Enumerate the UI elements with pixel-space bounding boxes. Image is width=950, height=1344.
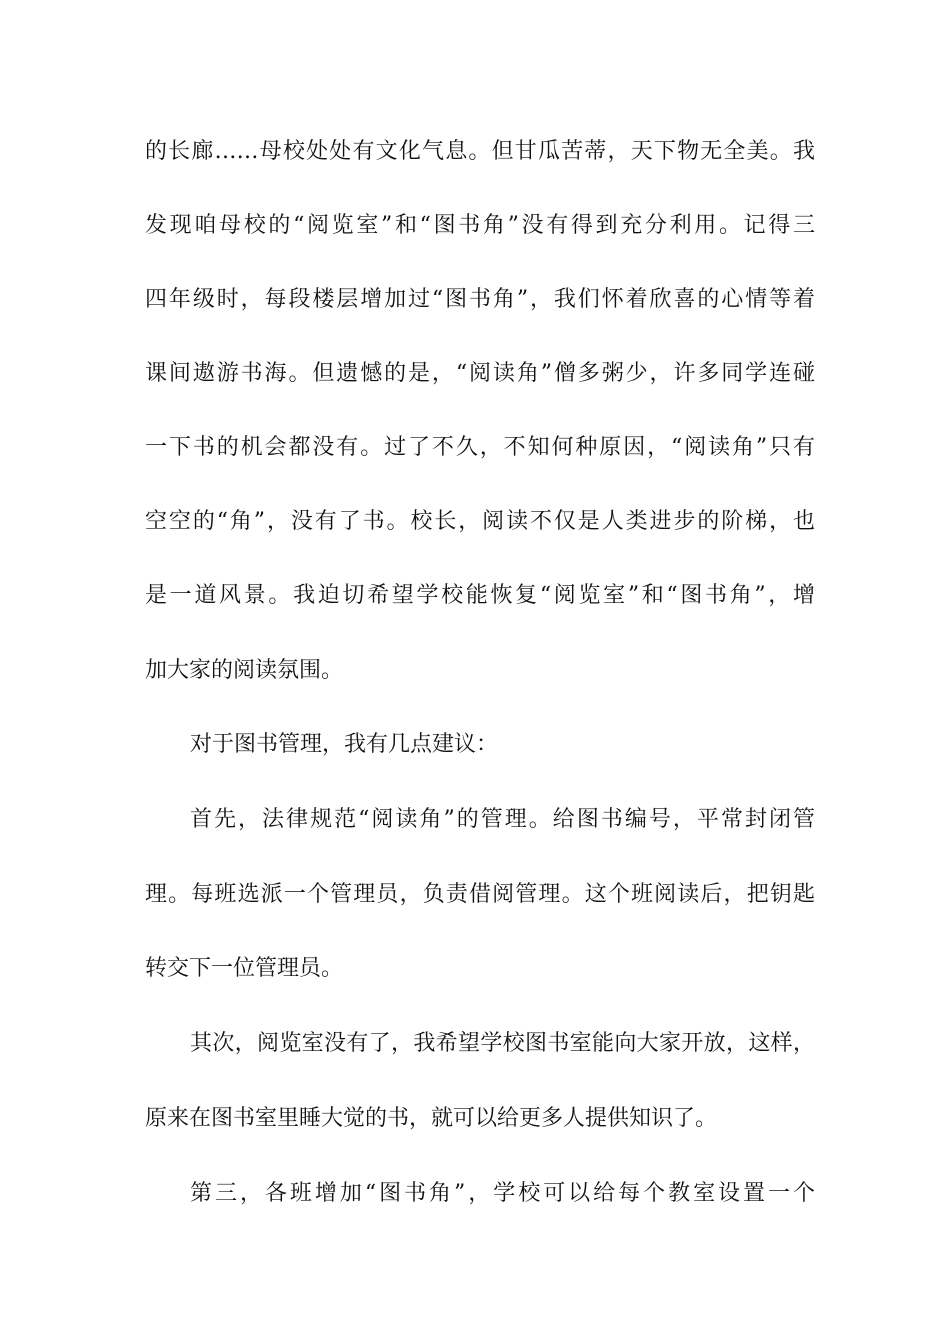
text-line: 一下书的机会都没有。过了不久，不知何种原因，“阅读角”只有 (145, 435, 815, 460)
paragraph-first-line: 对于图书管理，我有几点建议： (190, 732, 499, 757)
paragraph-first-line: 首先，法律规范“阅读角”的管理。给图书编号，平常封闭管 (190, 807, 815, 832)
paragraph-first-line: 其次，阅览室没有了，我希望学校图书室能向大家开放，这样， (190, 1031, 815, 1056)
paragraph-first-line: 第三，各班增加“图书角”，学校可以给每个教室设置一个 (190, 1181, 815, 1206)
text-line: 理。每班选派一个管理员，负责借阅管理。这个班阅读后，把钥匙 (145, 882, 815, 907)
text-line: 空空的“角”，没有了书。校长，阅读不仅是人类进步的阶梯，也 (145, 509, 815, 534)
text-line: 加大家的阅读氛围。 (145, 658, 344, 683)
text-line: 课间遨游书海。但遗憾的是，“阅读角”僧多粥少，许多同学连碰 (145, 361, 815, 386)
text-line: 四年级时，每段楼层增加过“图书角”，我们怀着欣喜的心情等着 (145, 287, 815, 312)
text-line: 的长廊……母校处处有文化气息。但甘瓜苦蒂，天下物无全美。我 (145, 139, 815, 164)
text-line: 原来在图书室里睡大觉的书，就可以给更多人提供知识了。 (145, 1106, 718, 1131)
text-line: 是一道风景。我迫切希望学校能恢复“阅览室”和“图书角”，增 (145, 583, 815, 608)
text-line: 发现咱母校的“阅览室”和“图书角”没有得到充分利用。记得三 (145, 213, 815, 238)
text-line: 转交下一位管理员。 (145, 956, 344, 981)
